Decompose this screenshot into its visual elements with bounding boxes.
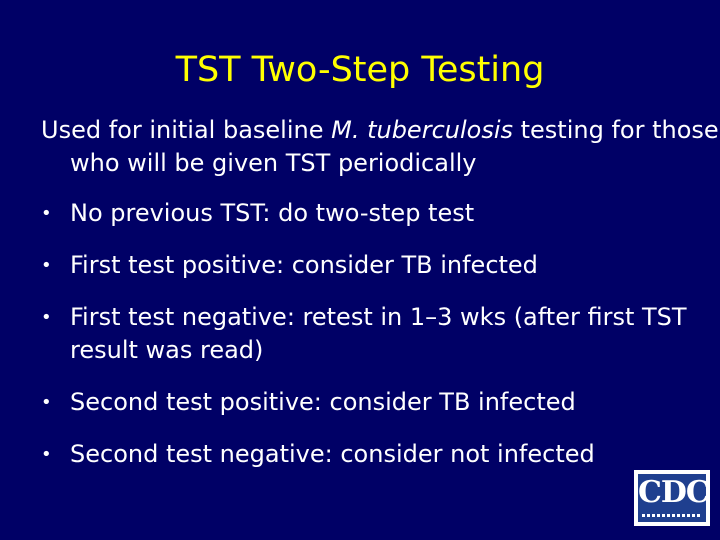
bullet-item: [41, 249, 691, 282]
intro-italic: M. tuberculosis: [331, 116, 513, 144]
bullet-text: First test negative: retest in 1–3 wks (after first TST result was read): [70, 303, 687, 364]
intro-before: Used for initial baseline: [41, 116, 332, 144]
bullet-text: Second test positive: consider TB infected: [70, 388, 576, 416]
bullet-dot: •: [41, 255, 52, 276]
intro-text: [41, 114, 720, 180]
cdc-logo-tagline: [642, 514, 702, 517]
intro-after: testing for those who will be given TST periodically: [70, 116, 719, 177]
cdc-logo: [634, 470, 710, 526]
bullet-dot: •: [41, 444, 52, 465]
bullet-item: [41, 386, 691, 419]
cdc-logo-panel: [638, 474, 709, 522]
bullet-list: [41, 197, 691, 490]
slide-title: TST Two-Step Testing: [175, 50, 545, 90]
bullet-text: No previous TST: do two-step test: [70, 199, 475, 227]
cdc-logo-text: CDC: [638, 475, 709, 510]
bullet-dot: •: [41, 392, 52, 413]
bullet-dot: •: [41, 307, 52, 328]
bullet-item: [41, 438, 691, 471]
bullet-item: [41, 197, 691, 230]
bullet-dot: •: [41, 203, 52, 224]
bullet-text: First test positive: consider TB infected: [70, 251, 538, 279]
bullet-item: [41, 301, 691, 367]
bullet-text: Second test negative: consider not infected: [70, 440, 595, 468]
